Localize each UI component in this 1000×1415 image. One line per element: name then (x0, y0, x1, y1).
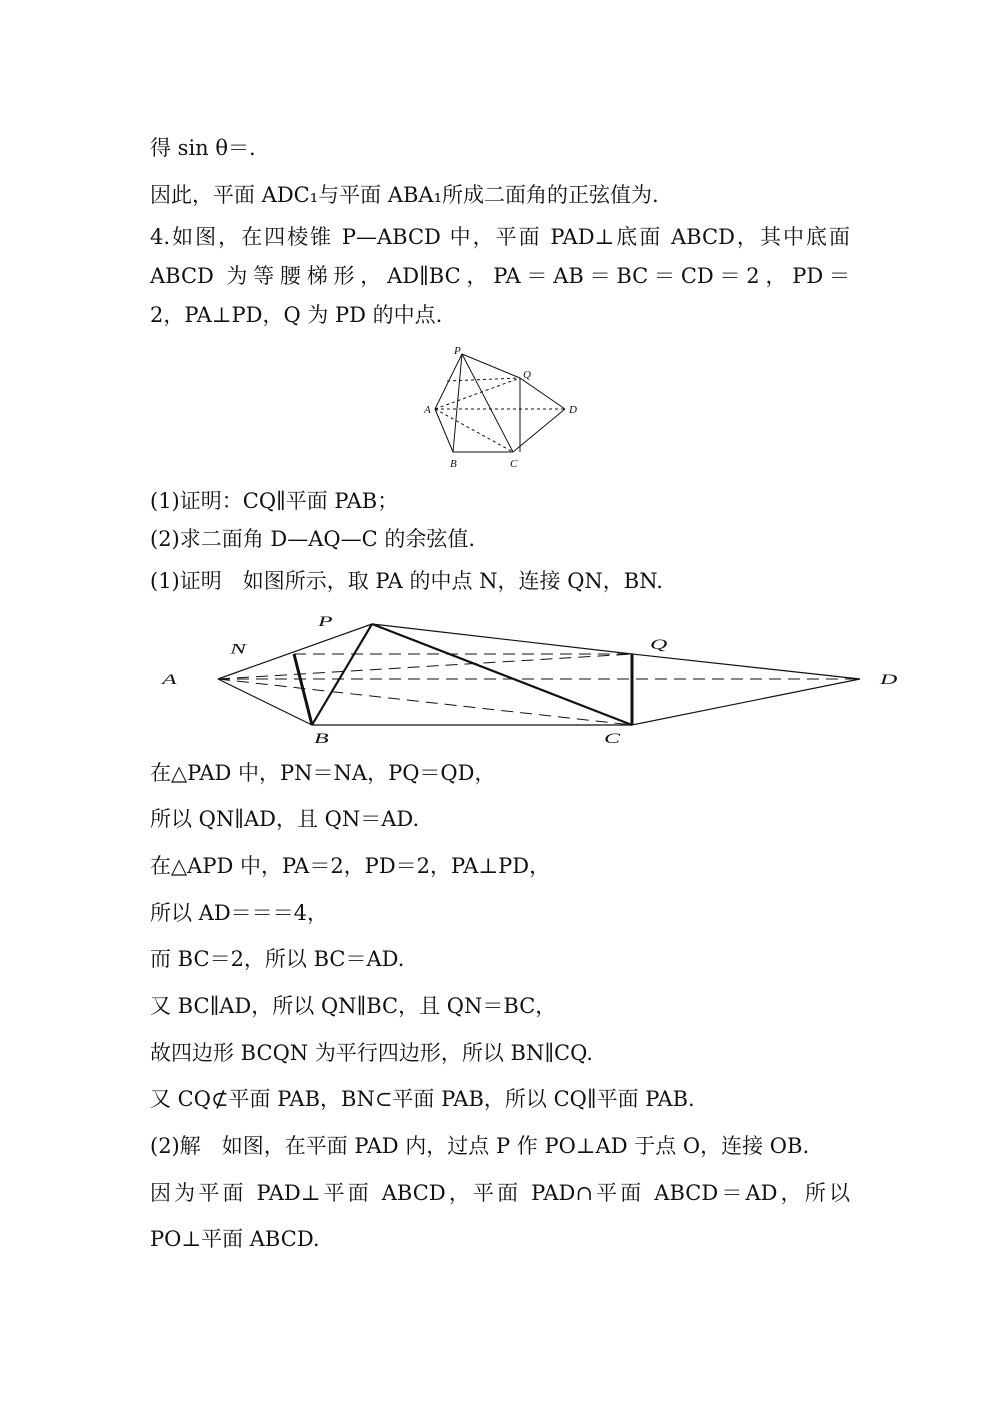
label-p: P (454, 345, 461, 357)
proof-line-2: 所以 QN∥AD，且 QN＝AD. (150, 807, 420, 831)
proof-line-1: 在△PAD 中，PN＝NA，PQ＝QD， (150, 761, 496, 785)
proof-line-8: 又 CQ⊄平面 PAB，BN⊂平面 PAB，所以 CQ∥平面 PAB. (150, 1087, 695, 1111)
label-a: A (162, 671, 177, 688)
proof-line-6: 又 BC∥AD，所以 QN∥BC，且 QN＝BC， (150, 994, 557, 1018)
proof-line-7: 故四边形 BCQN 为平行四边形，所以 BN∥CQ. (150, 1041, 593, 1065)
solution-line-2: 因为平面 PAD⊥平面 ABCD，平面 PAD∩平面 ABCD＝AD，所以 (150, 1181, 850, 1205)
label-n: N (230, 641, 247, 658)
proof-line-5: 而 BC＝2，所以 BC＝AD. (150, 947, 405, 971)
label-a: A (424, 404, 431, 416)
problem-4-line-2: ABCD 为等腰梯形，AD∥BC，PA＝AB＝BC＝CD＝2，PD＝ (150, 264, 850, 288)
figure-pyramid-wide (150, 600, 940, 750)
problem-4-line-1: 4.如图，在四棱锥 P—ABCD 中，平面 PAD⊥底面 ABCD，其中底面 (150, 225, 850, 249)
text-line-2: 因此，平面 ADC₁与平面 ABA₁所成二面角的正弦值为. (150, 183, 659, 207)
label-q: Q (523, 369, 531, 381)
figure-pyramid-small (415, 340, 595, 475)
proof-intro: (1)证明 如图所示，取 PA 的中点 N，连接 QN，BN. (150, 569, 663, 593)
solution-line-1: (2)解 如图，在平面 PAD 内，过点 P 作 PO⊥AD 于点 O，连接 OB. (150, 1134, 810, 1158)
label-c: C (510, 458, 518, 470)
text-line-1: 得 sin θ＝. (150, 136, 256, 160)
question-1: (1)证明：CQ∥平面 PAB； (150, 489, 399, 513)
label-d: D (569, 404, 577, 416)
label-q: Q (650, 636, 668, 653)
label-b: B (450, 458, 457, 470)
label-c: C (604, 730, 621, 747)
question-2: (2)求二面角 D—AQ—C 的余弦值. (150, 527, 476, 551)
proof-line-4: 所以 AD＝＝＝4， (150, 901, 329, 925)
problem-4-line-3: 2，PA⊥PD，Q 为 PD 的中点. (150, 303, 443, 327)
label-d: D (880, 671, 898, 688)
proof-line-3: 在△APD 中，PA＝2，PD＝2，PA⊥PD， (150, 854, 551, 878)
label-b: B (314, 730, 329, 747)
solution-line-3: PO⊥平面 ABCD. (150, 1227, 320, 1251)
label-p: P (318, 613, 333, 630)
